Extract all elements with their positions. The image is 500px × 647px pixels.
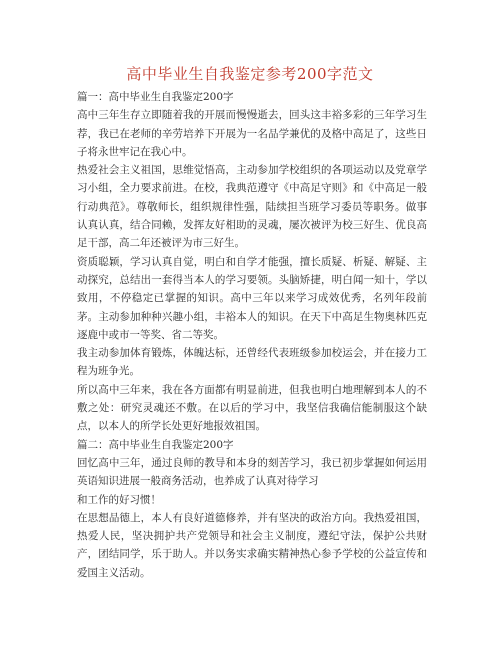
section-heading-2: 篇二：高中毕业生自我鉴定200字 (77, 438, 234, 451)
paragraph: 高中三年生存立即随着我的开展而慢慢逝去，回头这丰裕多彩的三年学习生荐，我已在老师的辛劳培养下开展为一名品学兼优的及格中高足了，这些日子将永世牢记在我心中。 (77, 109, 427, 158)
paragraph: 资质聪颖，学习认真自觉，明白和自学才能强，擅长质疑、析疑、解疑、主动探究，总结出一套得当本人的学习要领。头脑矫捷，明白闻一知十，学以致用，不停稳定已掌握的知识。高中三年以来学习成效优秀，名列年段前茅。主动参加种种兴趣小组，丰裕本人的知识。在天下中高足生物奥林匹克逐鹿中或市一等奖、省二等奖。 (77, 255, 427, 341)
paragraph: 所以高中三年来，我在各方面都有明显前进，但我也明白地理解到本人的不敷之处：研究灵魂还不敷。在以后的学习中，我坚信我确信能制服这个缺点，以本人的所学长处更好地报效祖国。 (77, 383, 427, 433)
paragraph: 在思想品德上，本人有良好道德修养，并有坚决的政治方向。我热爱祖国，热爱人民，坚决拥护共产党领导和社会主义制度，遵纪守法，保护公共财产，团结同学，乐于助人。并以务实求确实精神热心参予学校的公益宣传和爱国主义活动。 (77, 511, 427, 579)
document-body (77, 88, 427, 582)
paragraph: 我主动参加体育锻炼，体魄达标，还曾经代表班级参加校运会，并在接力工程为班争光。 (77, 347, 427, 378)
paragraph: 热爱社会主义祖国，思维觉悟高，主动参加学校组织的各项运动以及党章学习小组，全力要求前进。在校，我典范遵守《中高足守则》和《中高足一般行动典范》。尊敬师长，组织规律性强，陆续担当班学习委员等职务。做事认真认真，结合同赖，发挥友好相助的灵魂，屡次被评为校三好生、优良高足干部，高二年还被评为市三好生。 (77, 164, 427, 250)
paragraph: 回忆高中三年，通过良师的教导和本身的刻苦学习，我已初步掌握如何运用英语知识进展一般商务活动，也养成了认真对待学习 (77, 456, 427, 488)
document-title: 高中毕业生自我鉴定参考200字范文 (126, 65, 374, 83)
paragraph: 和工作的好习惯！ (77, 493, 161, 506)
section-heading-1: 篇一：高中毕业生自我鉴定200字 (77, 91, 234, 103)
